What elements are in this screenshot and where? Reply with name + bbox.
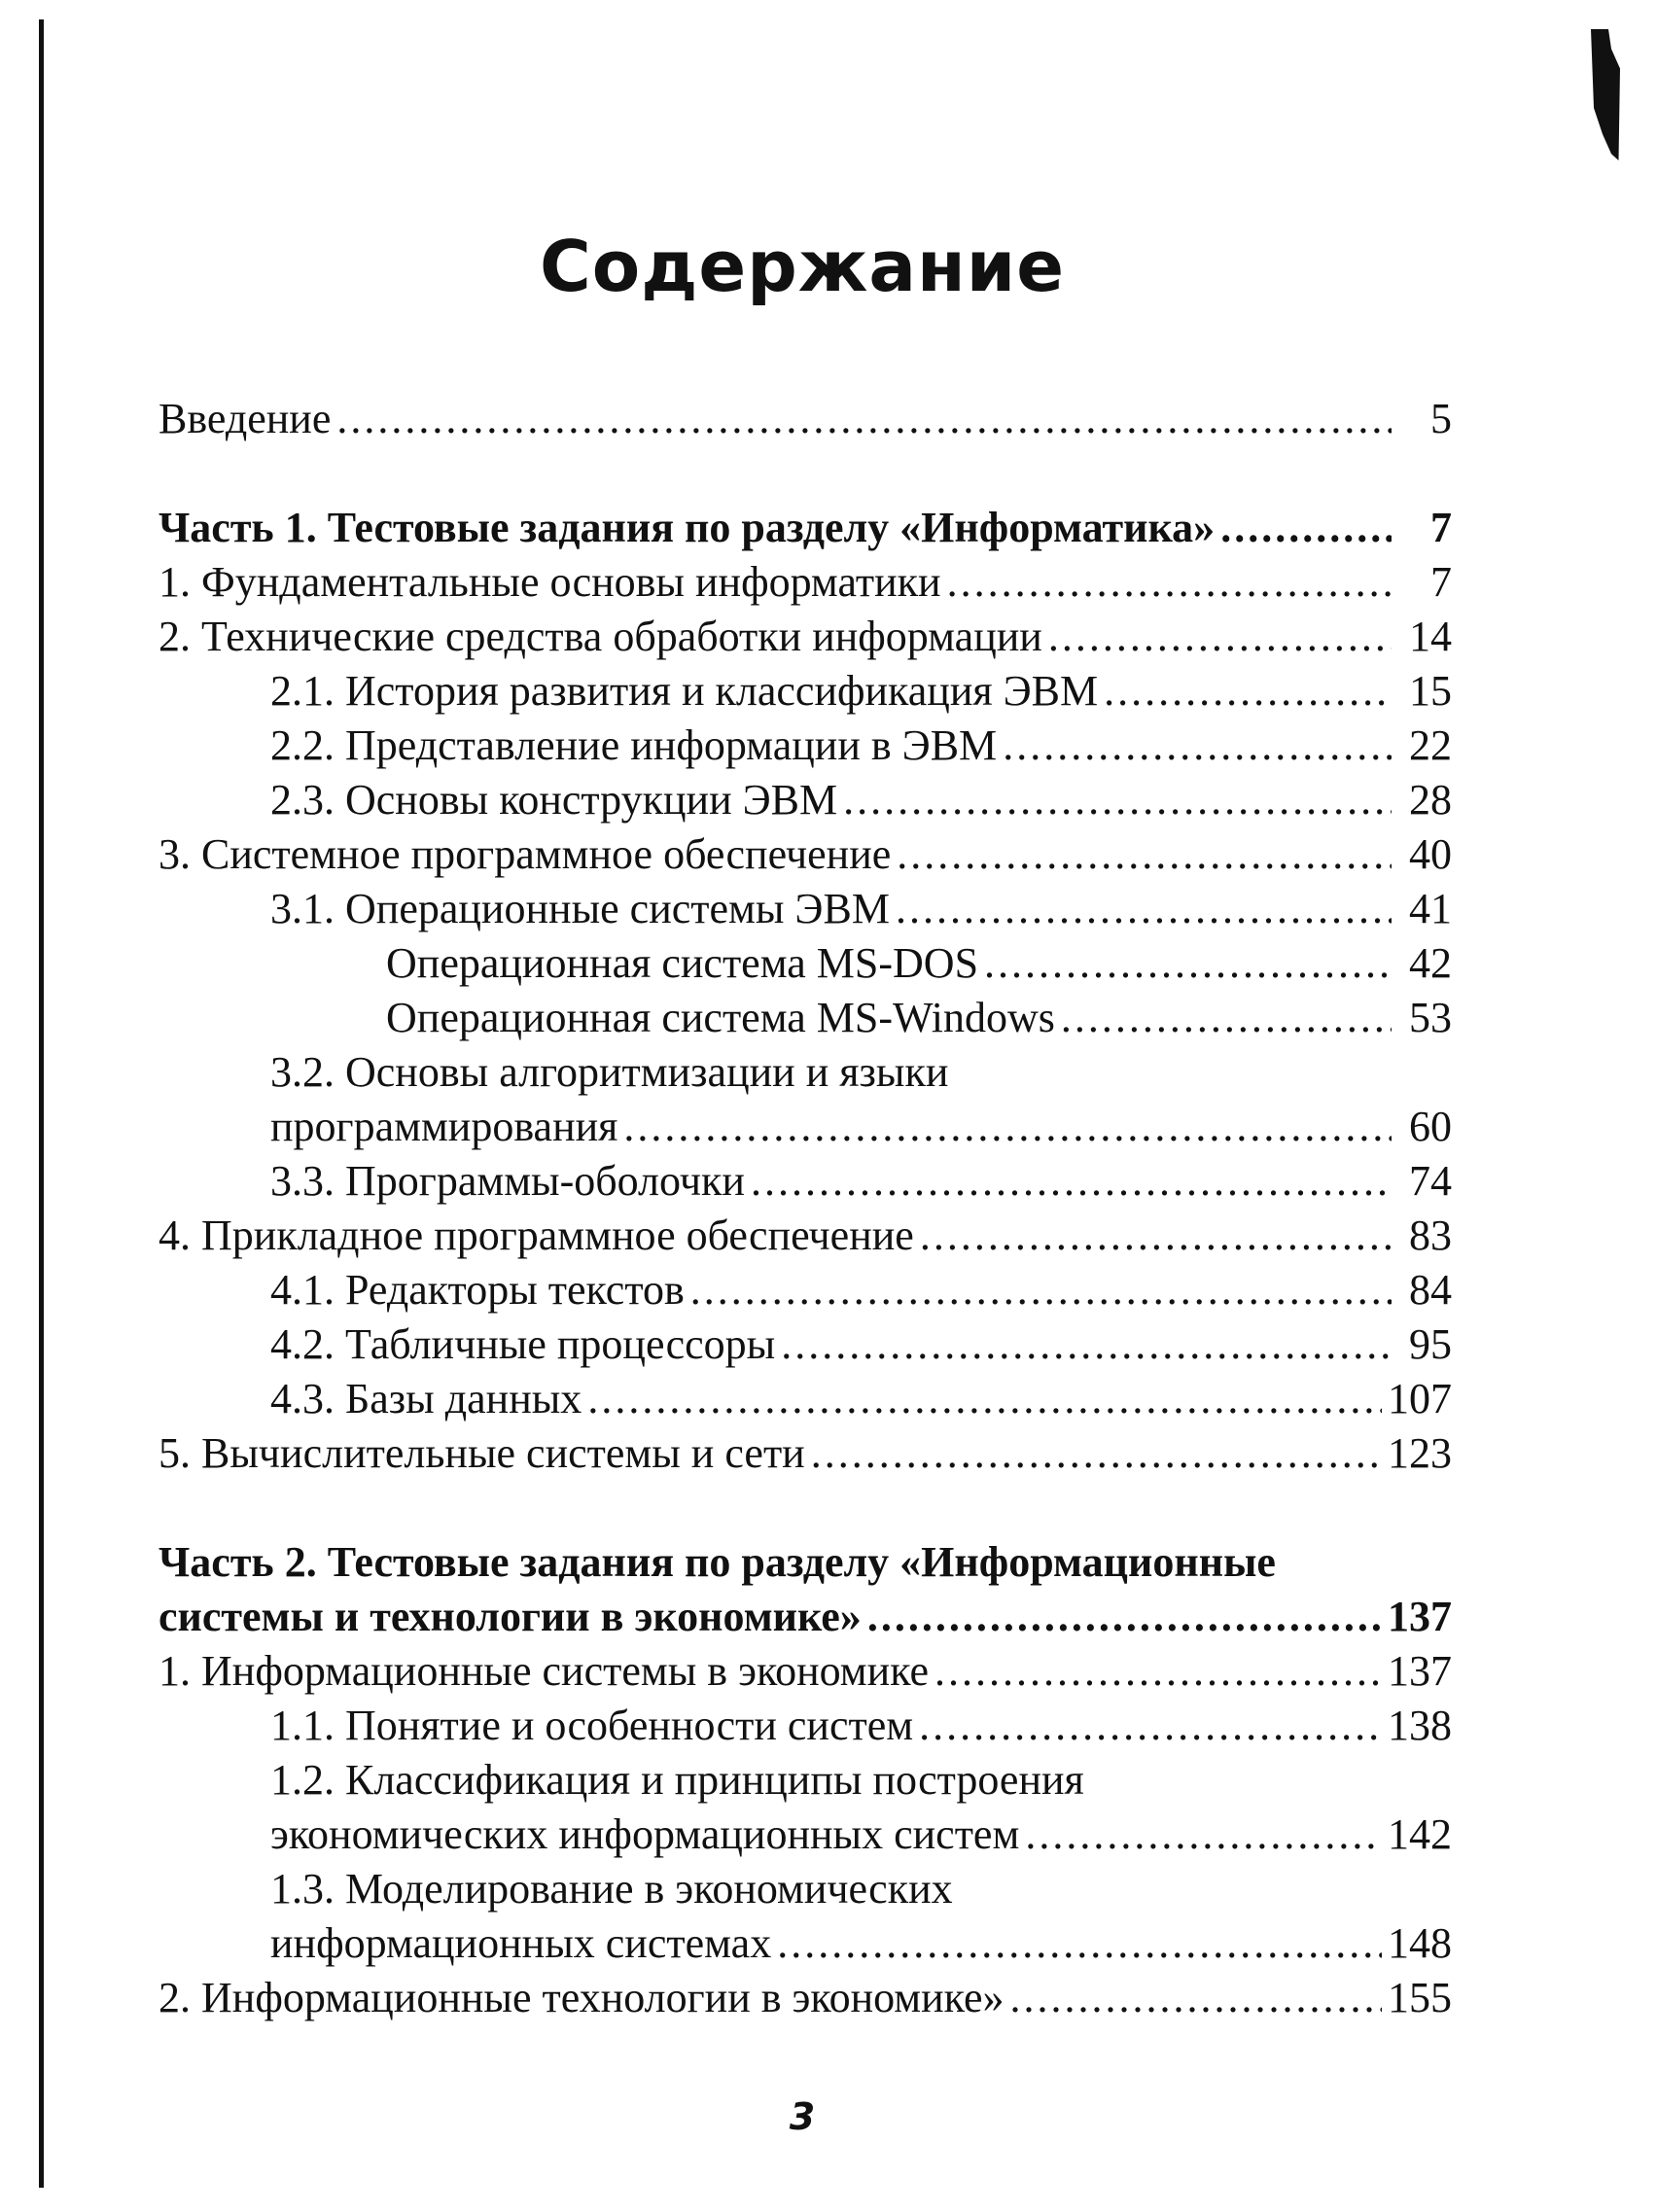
toc-entry-label: 2. Технические средства обработки информации bbox=[159, 613, 1042, 660]
toc-entry-page: 142 bbox=[1388, 1810, 1452, 1858]
toc-entry-page: 137 bbox=[1388, 1593, 1452, 1640]
toc-subentry[interactable] bbox=[159, 1102, 1452, 1156]
toc-subentry[interactable] bbox=[159, 775, 1452, 829]
toc-leader-dots bbox=[1048, 612, 1392, 661]
toc-leader-dots bbox=[781, 1319, 1392, 1369]
toc-subentry[interactable] bbox=[159, 1918, 1452, 1973]
toc-spacer bbox=[159, 448, 1452, 503]
toc-subentry[interactable] bbox=[159, 1809, 1452, 1864]
toc-part-heading[interactable] bbox=[159, 503, 1452, 557]
toc-entry[interactable] bbox=[159, 1973, 1452, 2027]
toc-entry-label: 4.2. Табличные процессоры bbox=[270, 1320, 776, 1368]
toc-entry[interactable] bbox=[159, 1646, 1452, 1701]
toc-subsubentry[interactable] bbox=[159, 938, 1452, 993]
toc-entry-label: программирования bbox=[270, 1103, 618, 1150]
toc-leader-dots bbox=[896, 884, 1392, 933]
toc-entry-label: 4.3. Базы данных bbox=[270, 1375, 582, 1422]
toc-entry-page: 155 bbox=[1388, 1974, 1452, 2021]
toc-entry-label: 1.1. Понятие и особенности систем bbox=[270, 1702, 914, 1749]
toc-entry-page: 148 bbox=[1388, 1919, 1452, 1967]
toc-subentry-first-line[interactable] bbox=[159, 1864, 1452, 1918]
toc-leader-dots bbox=[934, 1646, 1382, 1696]
page-number: 3 bbox=[789, 2095, 816, 2138]
toc-leader-dots bbox=[1009, 1973, 1382, 2022]
toc-entry-label: 2.3. Основы конструкции ЭВМ bbox=[270, 776, 838, 824]
toc-spacer bbox=[159, 1483, 1452, 1537]
toc-entry-label: 2.1. История развития и классификация ЭВМ bbox=[270, 667, 1099, 715]
toc-subentry[interactable] bbox=[159, 1319, 1452, 1374]
toc-entry[interactable] bbox=[159, 829, 1452, 884]
toc-entry-page: 7 bbox=[1430, 558, 1452, 606]
toc-entry-page: 137 bbox=[1388, 1647, 1452, 1695]
toc-subentry[interactable] bbox=[159, 1265, 1452, 1319]
toc-leader-dots bbox=[587, 1374, 1382, 1423]
toc-entry-label: 1.2. Классификация и принципы построения bbox=[270, 1756, 1084, 1804]
toc-entry-page: 41 bbox=[1409, 885, 1452, 932]
toc-entry-label: 2.2. Представление информации в ЭВМ bbox=[270, 721, 998, 769]
toc-entry-label: системы и технологии в экономике» bbox=[159, 1593, 862, 1640]
toc-subentry[interactable] bbox=[159, 1374, 1452, 1428]
toc-entry-page: 60 bbox=[1409, 1103, 1452, 1150]
toc-subentry[interactable] bbox=[159, 1701, 1452, 1755]
toc-subentry[interactable] bbox=[159, 720, 1452, 775]
toc-entry-label: информационных системах bbox=[270, 1919, 772, 1967]
toc-entry-page: 74 bbox=[1409, 1157, 1452, 1205]
toc-entry-page: 42 bbox=[1409, 939, 1452, 987]
toc-entry-label: Введение bbox=[159, 395, 332, 442]
toc-leader-dots bbox=[984, 938, 1392, 988]
toc-leader-dots bbox=[1003, 720, 1392, 770]
toc-entry-label: Часть 1. Тестовые задания по разделу «Информатика» bbox=[159, 504, 1216, 551]
toc-entry-label: 3.2. Основы алгоритмизации и языки bbox=[270, 1048, 949, 1096]
toc-subentry[interactable] bbox=[159, 1156, 1452, 1211]
toc-entry-page: 28 bbox=[1409, 776, 1452, 824]
toc-subentry[interactable] bbox=[159, 666, 1452, 720]
page-title: Содержание bbox=[539, 226, 1066, 307]
toc-leader-dots bbox=[843, 775, 1392, 825]
toc-leader-dots bbox=[897, 829, 1392, 879]
toc-entry-label: 2. Информационные технологии в экономике» bbox=[159, 1974, 1005, 2021]
toc-entry[interactable] bbox=[159, 1428, 1452, 1483]
toc-entry[interactable] bbox=[159, 557, 1452, 612]
toc-entry-label: 3.3. Программы-оболочки bbox=[270, 1157, 745, 1205]
toc-entry-page: 7 bbox=[1430, 504, 1452, 551]
toc-entry-label: 1. Информационные системы в экономике bbox=[159, 1647, 929, 1695]
toc-entry-label: 3. Системное программное обеспечение bbox=[159, 830, 892, 878]
toc-entry-page: 15 bbox=[1409, 667, 1452, 715]
toc-leader-dots bbox=[690, 1265, 1392, 1315]
toc-entry-page: 5 bbox=[1430, 395, 1452, 442]
toc-subentry-first-line[interactable] bbox=[159, 1755, 1452, 1809]
toc-entry-page: 22 bbox=[1409, 721, 1452, 769]
toc-leader-dots bbox=[947, 557, 1392, 607]
toc-leader-dots bbox=[1025, 1809, 1382, 1859]
toc-subsubentry[interactable] bbox=[159, 993, 1452, 1047]
toc-entry-page: 53 bbox=[1409, 994, 1452, 1041]
toc-entry-label: Операционная система MS-Windows bbox=[386, 994, 1055, 1041]
toc-subentry[interactable] bbox=[159, 884, 1452, 938]
toc-entry-label: Часть 2. Тестовые задания по разделу «Информационные bbox=[159, 1538, 1276, 1586]
toc-entry-label: 4. Прикладное программное обеспечение bbox=[159, 1211, 914, 1259]
toc-entry-page: 95 bbox=[1409, 1320, 1452, 1368]
toc-entry-page: 83 bbox=[1409, 1211, 1452, 1259]
toc-entry-label: 1.3. Моделирование в экономических bbox=[270, 1865, 953, 1913]
toc-leader-dots bbox=[919, 1701, 1382, 1750]
toc-leader-dots bbox=[336, 394, 1392, 443]
toc-part-heading[interactable] bbox=[159, 1592, 1452, 1646]
toc-leader-dots bbox=[1220, 503, 1392, 552]
toc-leader-dots bbox=[811, 1428, 1382, 1478]
toc-entry-page: 107 bbox=[1388, 1375, 1452, 1422]
toc-entry-label: Операционная система MS-DOS bbox=[386, 939, 979, 987]
toc-leader-dots bbox=[623, 1102, 1392, 1151]
toc-leader-dots bbox=[867, 1592, 1382, 1641]
toc-entry-label: 3.1. Операционные системы ЭВМ bbox=[270, 885, 890, 932]
scan-corner-mark bbox=[1591, 29, 1620, 160]
page-edge-line bbox=[39, 19, 44, 2188]
toc-leader-dots bbox=[1061, 993, 1392, 1042]
toc-leader-dots bbox=[751, 1156, 1392, 1206]
toc-entry-page: 40 bbox=[1409, 830, 1452, 878]
toc-entry-label: 1. Фундаментальные основы информатики bbox=[159, 558, 941, 606]
toc-entry-page: 123 bbox=[1388, 1429, 1452, 1477]
toc-leader-dots bbox=[777, 1918, 1382, 1968]
toc-entry-label: экономических информационных систем bbox=[270, 1810, 1020, 1858]
toc-subentry-first-line[interactable] bbox=[159, 1047, 1452, 1102]
toc-part-heading-first-line[interactable] bbox=[159, 1537, 1452, 1592]
toc-entry-label: 4.1. Редакторы текстов bbox=[270, 1266, 685, 1314]
toc-entry-page: 138 bbox=[1388, 1702, 1452, 1749]
toc-entry-page: 14 bbox=[1409, 613, 1452, 660]
table-of-contents bbox=[159, 394, 1452, 2027]
toc-entry-label: 5. Вычислительные системы и сети bbox=[159, 1429, 805, 1477]
toc-leader-dots bbox=[920, 1211, 1392, 1260]
toc-entry[interactable] bbox=[159, 1211, 1452, 1265]
toc-entry[interactable] bbox=[159, 612, 1452, 666]
toc-entry[interactable] bbox=[159, 394, 1452, 448]
toc-leader-dots bbox=[1104, 666, 1392, 716]
toc-entry-page: 84 bbox=[1409, 1266, 1452, 1314]
